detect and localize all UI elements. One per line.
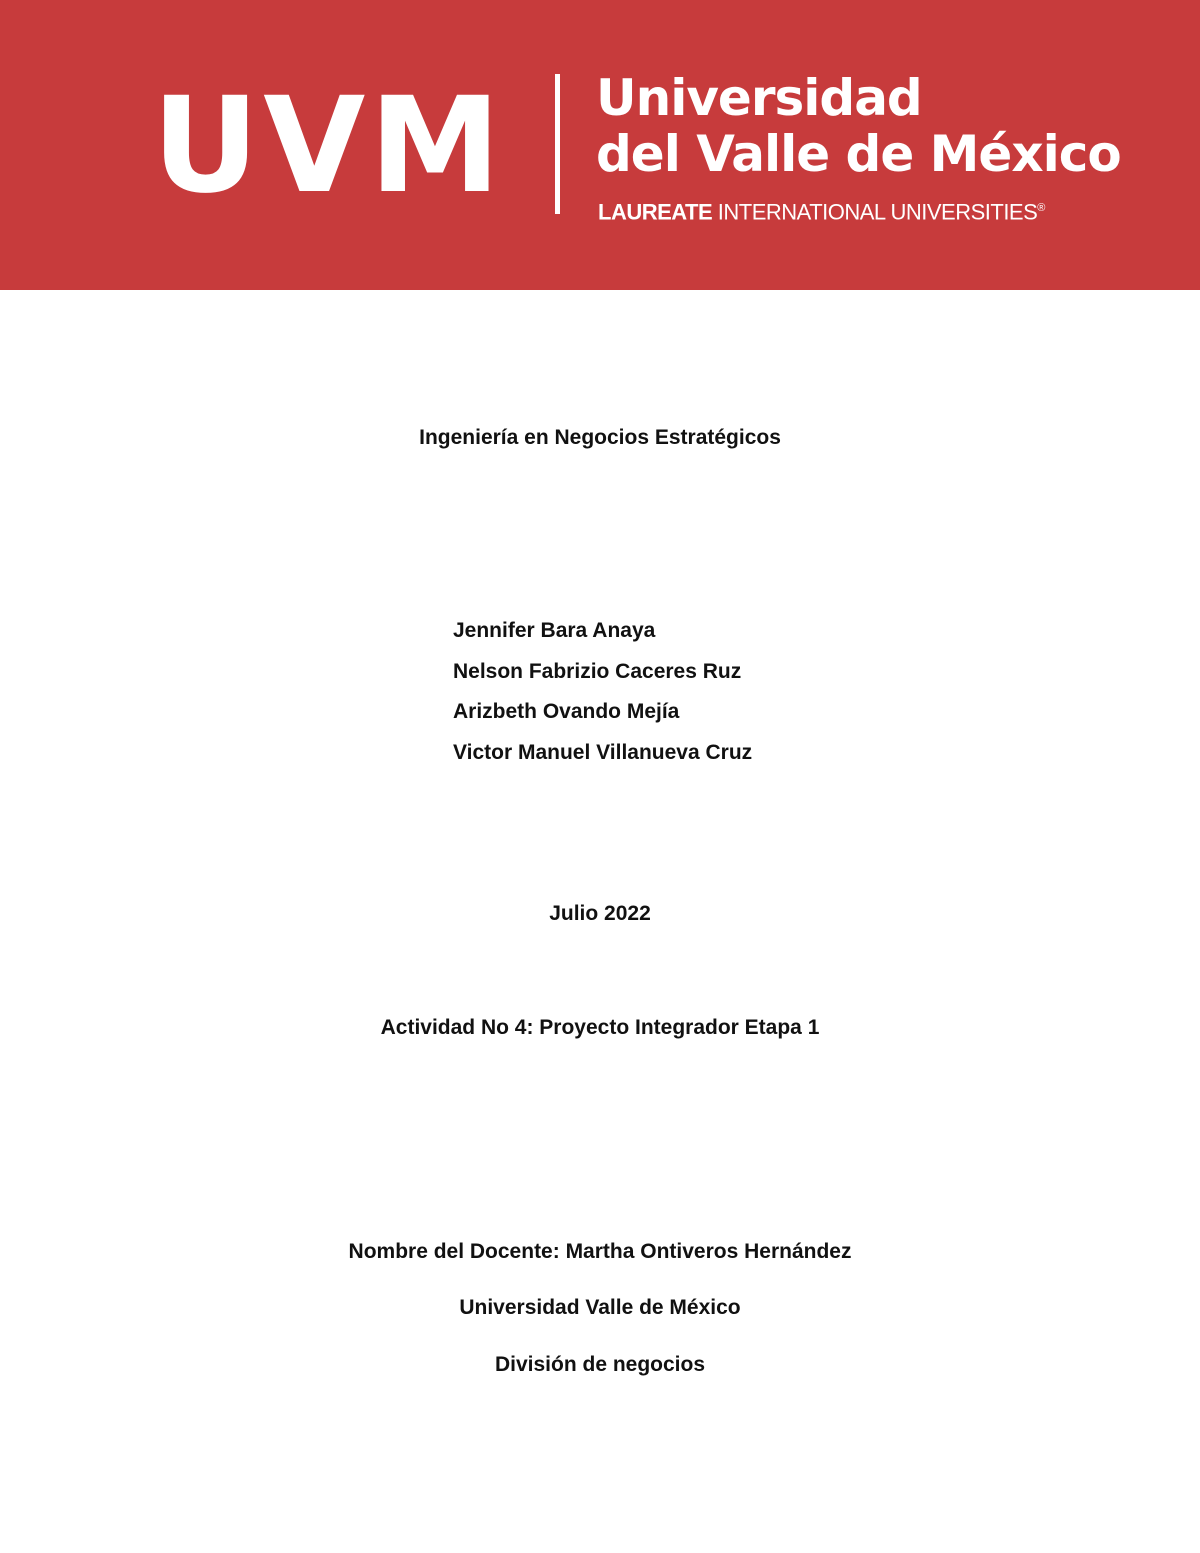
laureate-rest: INTERNATIONAL UNIVERSITIES xyxy=(717,199,1038,225)
university-name-line2: del Valle de México xyxy=(596,125,1121,183)
university-name xyxy=(596,70,1121,182)
laureate-tagline xyxy=(598,195,1045,225)
laureate-bold: LAUREATE xyxy=(598,199,713,225)
university-name-line1: Universidad xyxy=(596,69,922,127)
header-banner xyxy=(0,0,1200,290)
division-name: División de negocios xyxy=(494,1353,706,1376)
institution-name: Universidad Valle de México xyxy=(459,1296,741,1319)
registered-mark: ® xyxy=(1037,202,1045,214)
teacher-name: Nombre del Docente: Martha Ontiveros Hernández xyxy=(348,1240,852,1263)
student-name: Victor Manuel Villanueva Cruz xyxy=(453,740,753,764)
activity-title: Actividad No 4: Proyecto Integrador Etapa 1 xyxy=(380,1016,820,1039)
student-name: Arizbeth Ovando Mejía xyxy=(453,700,680,723)
date: Julio 2022 xyxy=(549,902,651,925)
logo-divider xyxy=(555,74,560,214)
student-list xyxy=(453,618,752,780)
program-title: Ingeniería en Negocios Estratégicos xyxy=(419,426,781,449)
uvm-logo: UVM xyxy=(152,69,505,223)
student-name: Nelson Fabrizio Caceres Ruz xyxy=(453,659,742,683)
student-name: Jennifer Bara Anaya xyxy=(453,619,656,642)
